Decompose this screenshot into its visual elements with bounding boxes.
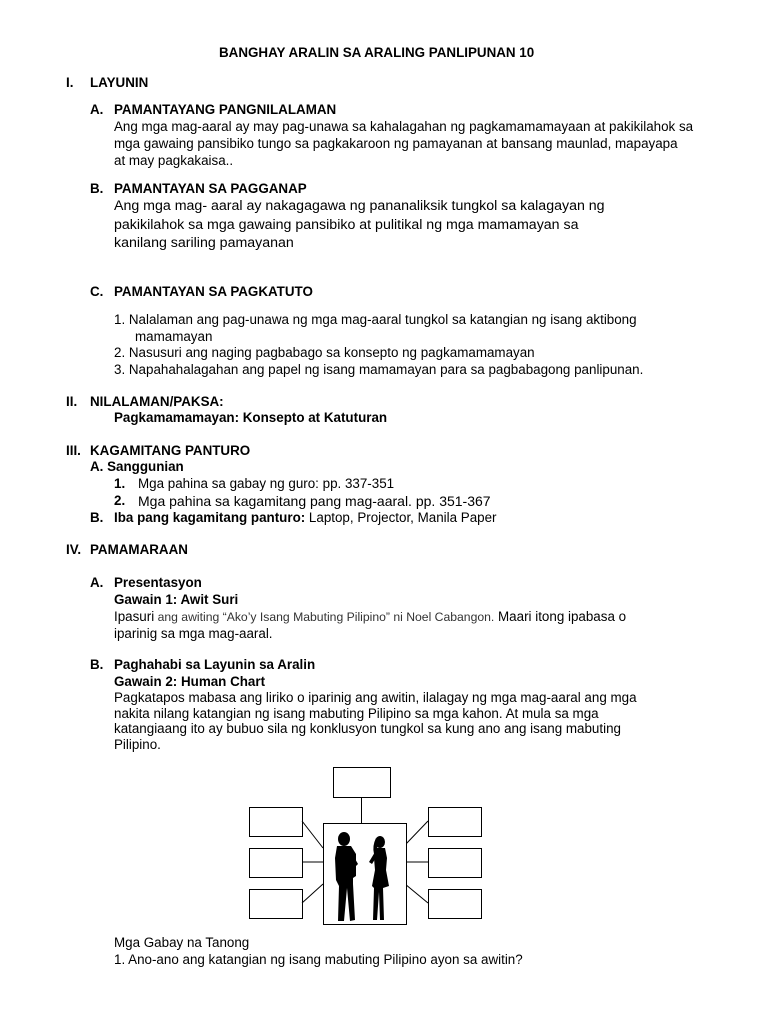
other-materials-heading: Iba pang kagamitang panturo:: [114, 510, 306, 525]
part-a-letter: A.: [90, 575, 104, 590]
text-run: Maari itong ipabasa o: [494, 609, 627, 624]
lesson-topic: Pagkamamamayan: Konsepto at Katuturan: [114, 410, 388, 425]
part-b-heading: Paghahabi sa Layunin sa Aralin: [114, 657, 316, 672]
sanggunian-heading: A. Sanggunian: [90, 459, 184, 474]
subsection-b-letter: B.: [90, 181, 104, 196]
gawain-1-heading: Gawain 1: Awit Suri: [114, 592, 239, 607]
subsection-b-heading: PAMANTAYAN SA PAGGANAP: [114, 181, 307, 196]
guide-question-1: 1. Ano-ano ang katangian ng isang mabuting Pilipino ayon sa awitin?: [114, 952, 523, 967]
silhouette-frame: [323, 823, 407, 925]
text-line: mga gawaing pansibiko tungo sa pagkakaroon ng pamayanan at bansang maunlad, mapayapa: [114, 136, 678, 151]
reference-text: Mga pahina sa gabay ng guro: pp. 337-351: [138, 476, 395, 491]
text-line: pakikilahok sa mga gawaing pansibiko at pulitikal ng mga mamamayan sa: [114, 216, 579, 233]
text-run: Ipasuri: [114, 609, 155, 624]
list-item: 1. Nalalaman ang pag-unawa ng mga mag-aaral tungkol sa katangian ng isang aktibong: [114, 312, 637, 327]
awit-suri-line-2: iparinig sa mga mag-aaral.: [114, 626, 273, 641]
section-1-heading: LAYUNIN: [90, 75, 149, 90]
list-item-continuation: mamamayan: [135, 328, 213, 344]
text-line: kanilang sariling pamayanan: [114, 235, 294, 251]
section-2-heading: NILALAMAN/PAKSA:: [90, 394, 224, 409]
list-item: 3. Napahahalagahan ang papel ng isang mamamayan para sa pagbabagong panlipunan.: [114, 361, 644, 377]
part-a-heading: Presentasyon: [114, 575, 202, 590]
part-b-letter: B.: [90, 657, 104, 672]
gawain-2-heading: Gawain 2: Human Chart: [114, 674, 266, 689]
section-1-number: I.: [66, 75, 74, 90]
section-3-heading: KAGAMITANG PANTURO: [90, 443, 251, 458]
subsection-a-letter: A.: [90, 102, 104, 117]
man-silhouette: [335, 832, 358, 921]
section-4-number: IV.: [66, 542, 82, 557]
text-line: at may pagkakaisa..: [114, 153, 234, 168]
other-materials-letter: B.: [90, 510, 104, 525]
couple-silhouette-image: [324, 824, 406, 924]
subsection-c-heading: PAMANTAYAN SA PAGKATUTO: [114, 284, 313, 299]
subsection-a-heading: PAMANTAYANG PANGNILALAMAN: [114, 102, 337, 117]
section-4-heading: PAMAMARAAN: [90, 542, 188, 557]
text-line: katangiaang ito ay bubuo sila ng konklusyon tungkol sa kung ano ang isang mabuting: [114, 721, 621, 737]
text-line: nakita nilang katangian ng isang mabuting Pilipino sa mga kahon. At mula sa mga: [114, 705, 599, 721]
text-line: Ang mga mag-aaral ay may pag-unawa sa kahalagahan ng pagkamamamayaan at pakikilahok sa: [114, 119, 694, 134]
list-item: 2. Nasusuri ang naging pagbabago sa konsepto ng pagkamamamayan: [114, 345, 535, 360]
subsection-c-letter: C.: [90, 284, 104, 299]
reference-number: 1.: [114, 476, 126, 491]
guide-questions-title: Mga Gabay na Tanong: [114, 935, 250, 950]
section-2-number: II.: [66, 394, 78, 409]
woman-silhouette: [369, 836, 389, 920]
other-materials-text: Laptop, Projector, Manila Paper: [305, 510, 497, 525]
text-line: Pagkatapos mabasa ang liriko o iparinig ang awitin, ilalagay ng mga mag-aaral ang mga: [114, 690, 637, 705]
document-title: BANGHAY ARALIN SA ARALING PANLIPUNAN 10: [219, 45, 535, 60]
section-3-number: III.: [66, 443, 81, 458]
reference-number: 2.: [114, 493, 126, 508]
text-line: Ang mga mag- aaral ay nakagagawa ng pananaliksik tungkol sa kalagayan ng: [114, 198, 605, 214]
song-reference: ang awiting “Ako’y Isang Mabuting Pilipino” ni Noel Cabangon.: [154, 610, 495, 624]
text-line: Pilipino.: [114, 736, 161, 752]
reference-text: Mga pahina sa kagamitang pang mag-aaral. pp. 351-367: [138, 493, 491, 509]
